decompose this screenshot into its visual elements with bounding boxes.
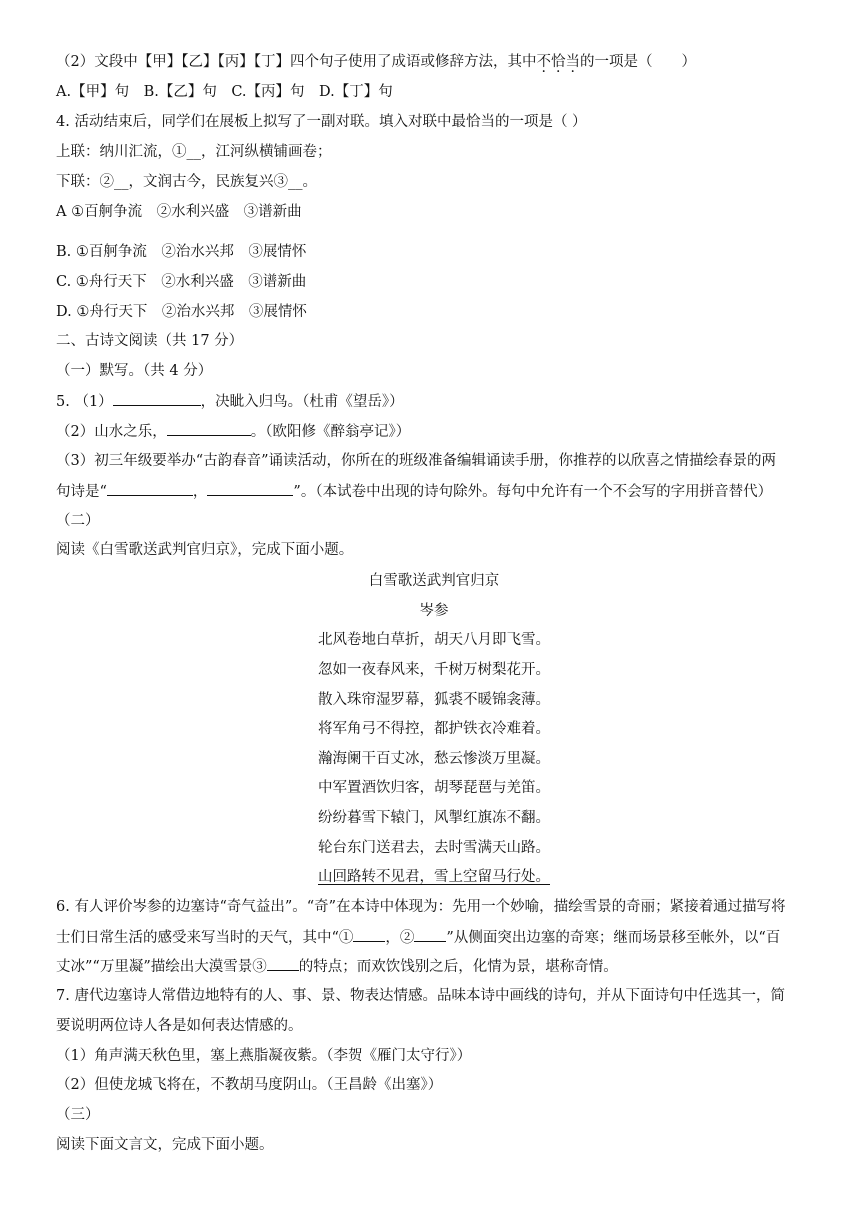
q5-2-prefix: （2）山水之乐， <box>56 424 167 440</box>
q5-3-suffix: ”。（本试卷中出现的诗句除外。每句中允许有一个不会写的字用拼音替代） <box>293 484 773 500</box>
q6-line2-c: ”从侧面突出边塞的奇寒；继而场景移至帐外，以“百 <box>446 930 781 946</box>
q6-line1: 6. 有人评价岑参的边塞诗“奇气益出”。“奇”在本诗中体现为：先用一个妙喻，描绘雪景的奇丽；紧接着通过描写将 <box>56 899 786 915</box>
emphasis-char: 当 <box>565 54 580 70</box>
q4-upper-couplet: 上联：纳川汇流，①__，江河纵横铺画卷； <box>56 144 332 160</box>
section3-read-intro: 阅读下面文言文，完成下面小题。 <box>56 1137 274 1153</box>
section2-title: 二、古诗文阅读（共 17 分） <box>56 333 244 349</box>
q6-line3 <box>56 956 828 976</box>
answer-blank[interactable] <box>107 481 193 496</box>
q5-3-prefix: 句诗是“ <box>56 484 107 500</box>
q5-1-suffix: ，决眦入归鸟。（杜甫《望岳》） <box>200 394 404 410</box>
q6-line3-a: 丈冰”“万里凝”描绘出大漠雪景③ <box>56 959 267 975</box>
q4-option-a: A ①百舸争流 ②水利兴盛 ③谱新曲 <box>56 204 302 220</box>
poem-line: 轮台东门送君去，去时雪满天山路。 <box>318 840 550 856</box>
q4-option-b: B. ①百舸争流 ②治水兴邦 ③展情怀 <box>56 244 307 260</box>
q7-line2: 要说明两位诗人各是如何表达情感的。 <box>56 1018 303 1034</box>
poem-line: 忽如一夜春风来，千树万树梨花开。 <box>318 662 550 678</box>
poem-line: 将军角弓不得控，都护铁衣冷难着。 <box>318 721 550 737</box>
section2-sub2: （二） <box>56 513 100 529</box>
section3-sub3: （三） <box>56 1107 100 1123</box>
q5-3-line1: （3）初三年级要举办“古韵春音”诵读活动，你所在的班级准备编辑诵读手册，你推荐的以欣喜之情描绘春景的两 <box>56 453 777 469</box>
q7-line1: 7. 唐代边塞诗人常借边地特有的人、事、景、物表达情感。品味本诗中画线的诗句，并从下面诗句中任选其一，简 <box>56 988 785 1004</box>
q3-part2-prefix: （2）文段中【甲】【乙】【丙】【丁】四个句子使用了成语或修辞方法，其中 <box>56 54 537 70</box>
q6-line2-b: ，② <box>385 930 415 946</box>
answer-blank[interactable] <box>113 391 201 406</box>
q4-stem: 4. 活动结束后，同学们在展板上拟写了一副对联。填入对联中最恰当的一项是（ ） <box>56 114 587 130</box>
poem-line: 纷纷暮雪下辕门，风掣红旗冻不翻。 <box>318 810 550 826</box>
emphasis-char: 不 <box>536 54 551 70</box>
poem-line: 瀚海阑干百丈冰，愁云惨淡万里凝。 <box>318 751 550 767</box>
poem-underlined-line: 山回路转不见君，雪上空留马行处。 <box>318 869 550 885</box>
q3-options: A.【甲】句 B.【乙】句 C.【丙】句 D.【丁】句 <box>56 84 393 100</box>
q6-line3-b: 的特点；而欢饮饯别之后，化情为景，堪称奇情。 <box>298 959 618 975</box>
poem-title: 白雪歌送武判官归京 <box>368 573 500 589</box>
answer-blank[interactable] <box>353 927 385 942</box>
q6-line2-a: 士们日常生活的感受来写当时的天气，其中“① <box>56 930 354 946</box>
poem-author: 岑参 <box>419 603 449 619</box>
poem-line: 散入珠帘湿罗幕，狐裘不暖锦衾薄。 <box>318 692 550 708</box>
q7-option-1: （1）角声满天秋色里，塞上燕脂凝夜紫。（李贺《雁门太守行》） <box>56 1048 472 1064</box>
q3-part2-suffix: 的一项是（ ） <box>579 54 696 70</box>
q5-1-prefix: 5. （1） <box>56 394 113 410</box>
q3-part2 <box>56 52 828 72</box>
section2-sub1: （一）默写。（共 4 分） <box>56 363 213 379</box>
q5-3-comma: ， <box>192 484 208 500</box>
emphasis-char: 恰 <box>550 54 566 70</box>
poem-read-intro: 阅读《白雪歌送武判官归京》，完成下面小题。 <box>56 542 354 558</box>
q5-3-line2 <box>56 481 828 501</box>
q5-2 <box>56 421 828 441</box>
q4-option-d: D. ①舟行天下 ②治水兴邦 ③展情怀 <box>56 304 307 320</box>
q6-line2 <box>56 927 828 947</box>
q5-2-suffix: 。（欧阳修《醉翁亭记》） <box>250 424 411 440</box>
poem-line: 北风卷地白草折，胡天八月即飞雪。 <box>318 632 550 648</box>
q4-option-c: C. ①舟行天下 ②水利兴盛 ③谱新曲 <box>56 274 307 290</box>
answer-blank[interactable] <box>414 927 446 942</box>
q4-lower-couplet: 下联：②__，文润古今，民族复兴③__。 <box>56 174 317 190</box>
answer-blank[interactable] <box>207 481 293 496</box>
answer-blank[interactable] <box>167 421 251 436</box>
q7-option-2: （2）但使龙城飞将在，不教胡马度阴山。（王昌龄《出塞》） <box>56 1077 443 1093</box>
q5-1 <box>56 391 828 411</box>
answer-blank[interactable] <box>267 956 299 971</box>
poem-line: 中军置酒饮归客，胡琴琵琶与羌笛。 <box>318 780 550 796</box>
